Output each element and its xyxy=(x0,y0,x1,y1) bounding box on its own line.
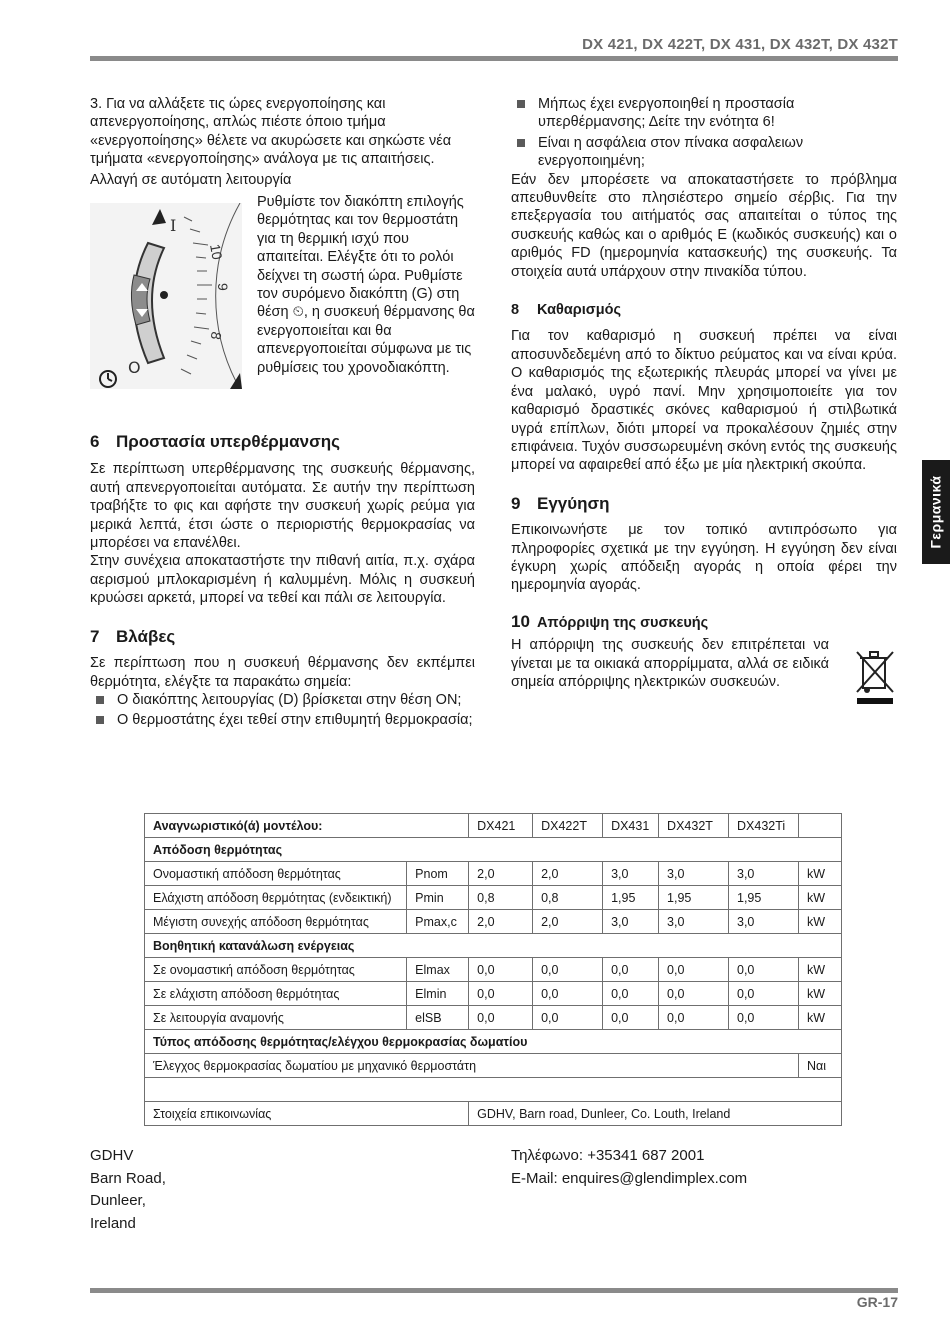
cell-value: 3,0 xyxy=(603,862,659,886)
address-line: Ireland xyxy=(90,1214,136,1232)
table-row xyxy=(145,910,842,934)
cell-value: Ναι xyxy=(798,1054,841,1078)
table-row xyxy=(145,958,842,982)
phone-number: Τηλέφωνο: +35341 687 2001 xyxy=(511,1147,705,1164)
service-contact-para: Εάν δεν μπορέσετε να αποκαταστήσετε το πρόβλημα απευθυνθείτε στο πλησιέστερο σημείο σέρβις. Για την επεξεργασία του αιτήματός σας απαιτείται ο τύπος της συσκευής καθώς και ο αριθμός Ε (κωδικός συσκευής) και ο αριθμός FD (ημερομηνία κατασκευής) της συσκευής. Τα στοιχεία αυτά υπάρχουν στην πινακίδα τύπου. xyxy=(511,171,897,280)
cell-value: 1,95 xyxy=(659,886,729,910)
cell-value: 0,0 xyxy=(533,1006,603,1030)
section-6-para-2: Στην συνέχεια αποκαταστήστε την πιθανή αιτία, π.χ. σχάρα αερισμού μπλοκαρισμένη ή καλυμμένη. Μόλις η συσκευή κρυώσει αρκετά, μπορεί να τεθεί και πάλι σε λειτουργία. xyxy=(90,553,475,607)
cell-value: 1,95 xyxy=(603,886,659,910)
cell-value: 0,0 xyxy=(659,982,729,1006)
cell-value: 0,0 xyxy=(533,982,603,1006)
header-title: DX 421, DX 422T, DX 431, DX 432T, DX 432T xyxy=(582,36,898,53)
cell-value: 0,0 xyxy=(603,1006,659,1030)
timer-figure-block xyxy=(90,193,475,411)
section-10-heading: 10 Απόρριψη της συσκευής xyxy=(511,611,709,631)
table-section-row xyxy=(145,1030,842,1054)
table-row xyxy=(145,1054,842,1078)
cell-unit: kW xyxy=(798,886,841,910)
cell-value: 0,0 xyxy=(659,1006,729,1030)
label-8: 8 xyxy=(207,330,225,341)
cell-value: 2,0 xyxy=(533,862,603,886)
cell-value: 0,0 xyxy=(729,982,799,1006)
step-3-text: 3. Για να αλλάξετε τις ώρες ενεργοποίησης και απενεργοποίησης, απλώς πιέστε όποιο τμήμα «ενεργοποίησης» θέλετε να ακυρώσετε και σηκώστε νέα τμήματα «ενεργοποίησης» ανάλογα με τις απαιτήσεις. xyxy=(90,96,452,168)
section-8 xyxy=(511,301,897,475)
section-10 xyxy=(511,613,897,692)
row-label: Σε ονομαστική απόδοση θερμότητας xyxy=(145,958,407,982)
section-heat-output: Απόδοση θερμότητας xyxy=(145,838,842,862)
footer-address xyxy=(90,1145,166,1235)
cell-unit: kW xyxy=(798,958,841,982)
section-6-para-1: Σε περίπτωση υπερθέρμανσης της συσκευής θέρμανσης, αυτή απενεργοποιείται αυτόματα. Σε αυτήν την περίπτωση τραβήξτε το φις και αφήστε την συσκευή χωρίς ρεύμα για μερικά λεπτά, έτσι ώστε ο περιοριστής θερμοκρασίας να μπορέσει να επανέλθει. xyxy=(90,461,475,552)
row-label: Στοιχεία επικοινωνίας xyxy=(145,1102,469,1126)
model-col: DX431 xyxy=(603,814,659,838)
figure-instructions: Ρυθμίστε τον διακόπτη επιλογής θερμότητας και τον θερμοστάτη για τη θερμική ισχύ που απαιτείται. Ελέγξτε ότι το ρολόι δείχνει τη σωστή ώρα. Ρυθμίστε τον συρόμενο διακόπτη (G) στη θέση ⏲, η συσκευή θέρμανσης θα ενεργοποιείται και θα απενεργοποιείται σύμφωνα με τις ρυθμίσεις του χρονοδιακόπτη. xyxy=(257,194,475,376)
table-section-row xyxy=(145,838,842,862)
cell-value: 3,0 xyxy=(729,910,799,934)
product-spec-table xyxy=(144,813,842,1126)
table-row xyxy=(145,982,842,1006)
table-row xyxy=(145,814,842,838)
label-10: 10 xyxy=(207,242,226,261)
cell-value: 0,0 xyxy=(603,958,659,982)
cell-value: 3,0 xyxy=(603,910,659,934)
cell-value: 2,0 xyxy=(469,862,533,886)
cell-value: 1,95 xyxy=(729,886,799,910)
cell-unit: kW xyxy=(798,910,841,934)
table-row xyxy=(145,886,842,910)
cell-value: 0,0 xyxy=(729,1006,799,1030)
row-label: Σε λειτουργία αναμονής xyxy=(145,1006,407,1030)
row-label: Έλεγχος θερμοκρασίας δωματίου με μηχανικό θερμοστάτη xyxy=(145,1054,799,1078)
cell-value: 3,0 xyxy=(659,910,729,934)
language-side-tab: Γερμανικά xyxy=(922,460,950,564)
address-line: Dunleer, xyxy=(90,1192,146,1209)
cell-value: 0,0 xyxy=(533,958,603,982)
section-6 xyxy=(90,433,475,608)
list-item: Ο διακόπτης λειτουργίας (D) βρίσκεται στην θέση ON; xyxy=(90,691,475,709)
left-column xyxy=(90,95,475,730)
section-8-heading: 8 Καθαρισμός xyxy=(511,302,621,319)
section-9-heading: 9 Εγγύηση xyxy=(511,493,610,513)
header-rule xyxy=(90,56,898,61)
cell-value: 0,0 xyxy=(469,958,533,982)
cell-value: 0,8 xyxy=(469,886,533,910)
section-7-checklist xyxy=(90,691,475,730)
table-row xyxy=(145,1006,842,1030)
timer-illustration xyxy=(90,203,242,389)
cell-unit: kW xyxy=(798,1006,841,1030)
model-col: DX421 xyxy=(469,814,533,838)
right-checklist xyxy=(511,95,897,171)
timer-dial-icon xyxy=(90,203,242,389)
section-8-para-1: Για τον καθαρισμό η συσκευή πρέπει να είναι αποσυνδεδεμένη από το δίκτυο ρεύματος και να είναι κρύα. Ο καθαρισμός της εξωτερικής πλευράς μπορεί να γίνει με ένα μαλακό, υγρό πανί. Μην χρησιμοποιείτε για τον καθαρισμό δραστικές σκόνες καθαρισμού ή στιλβωτικά υγρά επίπλων, διότι μπορεί να προκαλέσουν ζημιές στην επιφάνεια. Τυχόν συσσωρευμένη σκόνη εντός της συσκευής μπορεί να αφαιρεθεί από έξω με μία ηλεκτρική σκούπα. xyxy=(511,328,897,474)
cell-value: 0,0 xyxy=(469,982,533,1006)
section-10-para-1: Η απόρριψη της συσκευής δεν επιτρέπεται να γίνεται με τα οικιακά απορρίμματα, αλλά σε ειδικά σημεία απόρριψης ηλεκτρικών συσκευών. xyxy=(511,637,829,690)
row-symbol: Pnom xyxy=(407,862,469,886)
cell-value: 0,0 xyxy=(469,1006,533,1030)
cell-value: 0,0 xyxy=(603,982,659,1006)
weee-crossed-bin-icon xyxy=(853,646,897,706)
cell-value: 3,0 xyxy=(729,862,799,886)
cell-unit: kW xyxy=(798,862,841,886)
section-7-para-1: Σε περίπτωση που η συσκευή θέρμανσης δεν εκπέμπει θερμότητα, ελέγξτε τα παρακάτω σημεία: xyxy=(90,655,475,690)
footer-contact xyxy=(511,1145,747,1190)
row-label: Ελάχιστη απόδοση θερμότητας (ενδεικτική) xyxy=(145,886,407,910)
cell-value: 2,0 xyxy=(469,910,533,934)
model-id-label: Αναγνωριστικό(ά) μοντέλου: xyxy=(145,814,469,838)
row-label: Μέγιστη συνεχής απόδοση θερμότητας xyxy=(145,910,407,934)
row-symbol: Pmin xyxy=(407,886,469,910)
cell-unit: kW xyxy=(798,982,841,1006)
address-line: Barn Road, xyxy=(90,1169,166,1187)
label-9: 9 xyxy=(215,283,231,291)
cell-value: 0,0 xyxy=(729,958,799,982)
section-control-type: Τύπος απόδοσης θερμότητας/ελέγχου θερμοκρασίας δωματίου xyxy=(145,1030,842,1054)
list-item: Είναι η ασφάλεια στον πίνακα ασφαλειων ενεργοποιημένη; xyxy=(511,134,897,171)
section-aux-power: Βοηθητική κατανάλωση ενέργειας xyxy=(145,934,842,958)
list-item: Ο θερμοστάτης έχει τεθεί στην επιθυμητή θερμοκρασία; xyxy=(90,711,475,729)
cell-value: 3,0 xyxy=(659,862,729,886)
model-col: DX432Ti xyxy=(729,814,799,838)
cell-value: 0,0 xyxy=(659,958,729,982)
model-col: DX432T xyxy=(659,814,729,838)
cell-value: 0,8 xyxy=(533,886,603,910)
label-one: I xyxy=(170,216,177,236)
footer-rule xyxy=(90,1288,898,1293)
section-7 xyxy=(90,628,475,730)
row-symbol: Elmax xyxy=(407,958,469,982)
table-section-row xyxy=(145,934,842,958)
row-symbol: elSB xyxy=(407,1006,469,1030)
row-label: Σε ελάχιστη απόδοση θερμότητας xyxy=(145,982,407,1006)
auto-mode-heading: Αλλαγή σε αυτόματη λειτουργία xyxy=(90,171,292,188)
table-row xyxy=(145,862,842,886)
model-col: DX422T xyxy=(533,814,603,838)
section-6-heading: 6 Προστασία υπερθέρμανσης xyxy=(90,432,340,452)
label-zero: O xyxy=(128,358,141,378)
row-label: Ονομαστική απόδοση θερμότητας xyxy=(145,862,407,886)
section-9 xyxy=(511,495,897,595)
row-symbol: Elmin xyxy=(407,982,469,1006)
row-symbol: Pmax,c xyxy=(407,910,469,934)
email-address[interactable]: E-Mail: enquires@glendimplex.com xyxy=(511,1169,748,1187)
section-9-para-1: Επικοινωνήστε με τον τοπικό αντιπρόσωπο για πληροφορίες σχετικά με την εγγύηση. Η εγγύηση δεν είναι έγκυρη χωρίς απόδειξη αγοράς η οποία φέρει την ημερομηνία αγοράς. xyxy=(511,522,897,594)
section-7-heading: 7 Βλάβες xyxy=(90,626,176,646)
cell-value: GDHV, Barn road, Dunleer, Co. Louth, Ireland xyxy=(469,1102,842,1126)
table-spacer-row xyxy=(145,1078,842,1102)
address-line: GDHV xyxy=(90,1147,134,1164)
cell-value: 2,0 xyxy=(533,910,603,934)
right-column xyxy=(511,95,897,691)
table-row xyxy=(145,1102,842,1126)
page-number: GR-17 xyxy=(856,1294,898,1310)
list-item: Μήπως έχει ενεργοποιηθεί η προστασία υπερθέρμανσης; Δείτε την ενότητα 6! xyxy=(511,95,897,132)
